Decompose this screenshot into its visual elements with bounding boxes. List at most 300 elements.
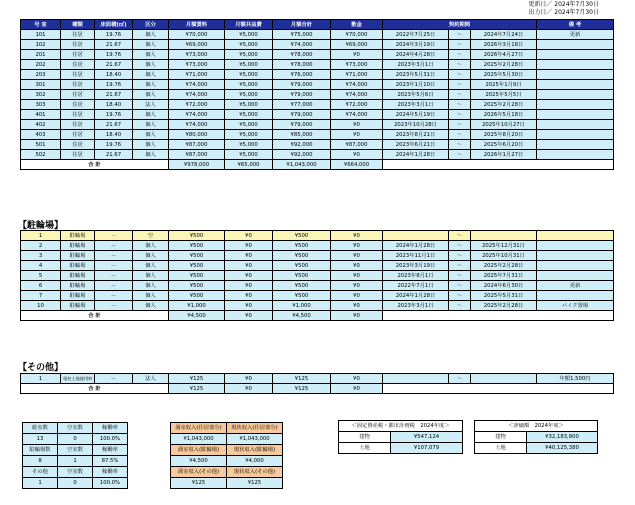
- unit-tilde: ～: [449, 100, 471, 110]
- full-res-label: 満室収入(住居部分): [171, 423, 227, 434]
- parking-table: [20, 230, 614, 321]
- other-room: 1: [21, 374, 61, 384]
- unit-total: ¥79,000: [273, 110, 331, 120]
- unit-notes: [537, 50, 614, 60]
- unit-area: 21.67: [95, 60, 133, 70]
- unit-deposit: ¥74,000: [331, 90, 383, 100]
- unit-common: ¥5,000: [225, 110, 273, 120]
- unit-category: 個人: [133, 110, 169, 120]
- parking-deposit: ¥0: [331, 271, 383, 281]
- unit-rent: ¥72,000: [169, 100, 225, 110]
- col-common-fee: 月額共益費: [225, 20, 273, 30]
- other-total-rent: ¥125: [169, 384, 225, 394]
- parking-rent: ¥500: [169, 251, 225, 261]
- rent-roll-table: [20, 19, 614, 170]
- parking-tilde: ～: [449, 261, 471, 271]
- unit-common: ¥5,000: [225, 100, 273, 110]
- unit-area: 19.76: [95, 80, 133, 90]
- col-notes: 備 考: [537, 20, 614, 30]
- unit-tilde: ～: [449, 110, 471, 120]
- unit-rent: ¥70,000: [169, 30, 225, 40]
- parking-notes: [537, 291, 614, 301]
- parking-room: 6: [21, 281, 61, 291]
- unit-deposit: ¥0: [331, 130, 383, 140]
- col-contract-period: 契約期間: [383, 20, 537, 30]
- parking-type: 駐輪場: [61, 301, 95, 311]
- unit-rent: ¥74,000: [169, 110, 225, 120]
- parking-category: 空: [133, 231, 169, 241]
- cur-other-value: ¥125: [227, 478, 283, 489]
- parking-deposit: ¥0: [331, 241, 383, 251]
- unit-deposit: ¥74,000: [331, 80, 383, 90]
- parking-end: 2025年7月31日: [471, 271, 537, 281]
- unit-total: ¥78,000: [273, 60, 331, 70]
- unit-deposit: ¥73,000: [331, 60, 383, 70]
- occupancy-table: [22, 422, 128, 489]
- unit-total: ¥92,000: [273, 140, 331, 150]
- full-other-label: 満室収入(その他): [171, 467, 227, 478]
- unit-tilde: ～: [449, 90, 471, 100]
- parking-type: 駐輪場: [61, 251, 95, 261]
- unit-area: 19.76: [95, 30, 133, 40]
- col-area: 床面積(㎡): [95, 20, 133, 30]
- parking-rent: ¥1,000: [169, 301, 225, 311]
- parking-room: 1: [21, 231, 61, 241]
- unit-rent: ¥74,000: [169, 90, 225, 100]
- parking-notes: バイク置場: [537, 301, 614, 311]
- occ-other-h-vacant: 空室数: [58, 467, 93, 478]
- unit-category: 個人: [133, 30, 169, 40]
- unit-start: 2023年8月21日: [383, 130, 449, 140]
- parking-deposit: ¥0: [331, 301, 383, 311]
- unit-row: [21, 130, 614, 140]
- parking-tilde: ～: [449, 271, 471, 281]
- unit-rent: ¥80,000: [169, 130, 225, 140]
- parking-area: －: [95, 281, 133, 291]
- parking-rent: ¥500: [169, 271, 225, 281]
- unit-deposit: ¥71,000: [331, 70, 383, 80]
- other-type: 電柱土地使用料: [61, 374, 95, 384]
- other-area: －: [95, 374, 133, 384]
- unit-start: 2023年1月10日: [383, 80, 449, 90]
- parking-start: 2023年3月19日: [383, 261, 449, 271]
- parking-start: [383, 231, 449, 241]
- other-total-blank: [383, 384, 614, 394]
- parking-start: 2023年11月1日: [383, 251, 449, 261]
- parking-room: 7: [21, 291, 61, 301]
- unit-type: 住居: [61, 30, 95, 40]
- unit-row: [21, 100, 614, 110]
- occ-park-vacant: 1: [58, 456, 93, 467]
- unit-common: ¥5,000: [225, 130, 273, 140]
- unit-deposit: ¥87,000: [331, 140, 383, 150]
- parking-tilde: ～: [449, 301, 471, 311]
- unit-end: 2024年7月24日: [471, 30, 537, 40]
- parking-total-blank: [383, 311, 614, 321]
- unit-notes: [537, 130, 614, 140]
- parking-total-row: [21, 311, 614, 321]
- parking-start: 2023年8月1日: [383, 271, 449, 281]
- parking-common: ¥0: [225, 251, 273, 261]
- parking-type: 駐輪場: [61, 241, 95, 251]
- unit-common: ¥5,000: [225, 50, 273, 60]
- parking-notes: [537, 261, 614, 271]
- val-land-label: 土地: [475, 443, 527, 454]
- unit-row: [21, 30, 614, 40]
- total-label: 合 計: [21, 160, 169, 170]
- parking-type: 駐輪場: [61, 281, 95, 291]
- unit-end: 2026年5月18日: [471, 110, 537, 120]
- unit-area: 21.67: [95, 90, 133, 100]
- unit-notes: [537, 120, 614, 130]
- unit-category: 個人: [133, 150, 169, 160]
- parking-row: [21, 251, 614, 261]
- parking-room: 5: [21, 271, 61, 281]
- income-table: [170, 422, 283, 489]
- unit-row: [21, 60, 614, 70]
- unit-tilde: ～: [449, 60, 471, 70]
- parking-section-title: 【駐輪場】: [18, 221, 64, 231]
- occ-rate: 100.0%: [93, 434, 128, 445]
- tax-land-value: ¥107,079: [391, 443, 463, 454]
- unit-total: ¥85,000: [273, 130, 331, 140]
- other-rent: ¥125: [169, 374, 225, 384]
- parking-tilde: ～: [449, 231, 471, 241]
- parking-row: [21, 291, 614, 301]
- header-dates: [528, 1, 599, 17]
- other-table: [20, 373, 614, 394]
- tax-building-label: 建物: [339, 432, 391, 443]
- unit-area: 19.76: [95, 50, 133, 60]
- parking-notes: [537, 241, 614, 251]
- other-start: [383, 374, 449, 384]
- unit-rent: ¥74,000: [169, 80, 225, 90]
- unit-category: 個人: [133, 140, 169, 150]
- unit-end: 2026年4月27日: [471, 50, 537, 60]
- unit-room: 102: [21, 40, 61, 50]
- parking-category: 個人: [133, 241, 169, 251]
- parking-tilde: ～: [449, 251, 471, 261]
- parking-common: ¥0: [225, 231, 273, 241]
- unit-start: 2024年4月28日: [383, 50, 449, 60]
- occ-park-h-total: 駐輪場数: [23, 445, 58, 456]
- unit-area: 18.40: [95, 100, 133, 110]
- unit-start: 2024年1月28日: [383, 150, 449, 160]
- unit-type: 住居: [61, 60, 95, 70]
- unit-notes: [537, 140, 614, 150]
- parking-row: [21, 231, 614, 241]
- parking-deposit: ¥0: [331, 251, 383, 261]
- other-total-label: 合 計: [21, 384, 169, 394]
- parking-total-deposit: ¥0: [331, 311, 383, 321]
- unit-type: 住居: [61, 50, 95, 60]
- unit-end: 2025年1月9日: [471, 80, 537, 90]
- other-notes: 年額1,500円: [537, 374, 614, 384]
- unit-notes: [537, 60, 614, 70]
- parking-end: 2025年5月31日: [471, 291, 537, 301]
- unit-tilde: ～: [449, 70, 471, 80]
- parking-type: 駐輪場: [61, 231, 95, 241]
- parking-start: 2022年7月1日: [383, 281, 449, 291]
- unit-end: 2025年2月28日: [471, 60, 537, 70]
- parking-deposit: ¥0: [331, 261, 383, 271]
- unit-tilde: ～: [449, 30, 471, 40]
- occ-vacant: 0: [58, 434, 93, 445]
- unit-type: 住居: [61, 120, 95, 130]
- unit-room: 402: [21, 120, 61, 130]
- parking-common: ¥0: [225, 301, 273, 311]
- total-sum: ¥1,043,000: [273, 160, 331, 170]
- unit-area: 19.76: [95, 110, 133, 120]
- parking-category: 個人: [133, 271, 169, 281]
- parking-rent: ¥500: [169, 241, 225, 251]
- other-category: 法人: [133, 374, 169, 384]
- cur-res-label: 現状収入(住居部分): [227, 423, 283, 434]
- unit-end: 2026年3月18日: [471, 40, 537, 50]
- unit-area: 19.76: [95, 140, 133, 150]
- unit-room: 403: [21, 130, 61, 140]
- parking-category: 個人: [133, 291, 169, 301]
- other-tilde: ～: [449, 374, 471, 384]
- unit-row: [21, 40, 614, 50]
- parking-row: [21, 281, 614, 291]
- unit-category: 個人: [133, 60, 169, 70]
- full-res-value: ¥1,043,000: [171, 434, 227, 445]
- parking-start: 2023年3月1日: [383, 301, 449, 311]
- unit-rent: ¥73,000: [169, 60, 225, 70]
- unit-start: 2023年3月1日: [383, 60, 449, 70]
- unit-rent: ¥74,000: [169, 120, 225, 130]
- unit-rent: ¥71,000: [169, 70, 225, 80]
- occ-other-vacant: 0: [58, 478, 93, 489]
- unit-type: 住居: [61, 90, 95, 100]
- unit-row: [21, 140, 614, 150]
- parking-notes: [537, 231, 614, 241]
- unit-total: ¥74,000: [273, 40, 331, 50]
- unit-notes: [537, 70, 614, 80]
- parking-end: [471, 231, 537, 241]
- unit-common: ¥5,000: [225, 120, 273, 130]
- unit-common: ¥5,000: [225, 70, 273, 80]
- printed-date: 出力日／ 2024年7月30日: [528, 9, 599, 16]
- total-rent: ¥978,000: [169, 160, 225, 170]
- full-park-value: ¥4,500: [171, 456, 227, 467]
- full-park-label: 満室収入(駐輪場): [171, 445, 227, 456]
- parking-total: ¥500: [273, 251, 331, 261]
- unit-row: [21, 70, 614, 80]
- unit-row: [21, 120, 614, 130]
- unit-type: 住居: [61, 40, 95, 50]
- col-category: 区分: [133, 20, 169, 30]
- unit-common: ¥5,000: [225, 140, 273, 150]
- unit-notes: [537, 80, 614, 90]
- parking-category: 個人: [133, 251, 169, 261]
- occ-other-h-total: その他: [23, 467, 58, 478]
- unit-row: [21, 80, 614, 90]
- unit-tilde: ～: [449, 140, 471, 150]
- col-rent: 月額賃料: [169, 20, 225, 30]
- unit-type: 住居: [61, 130, 95, 140]
- unit-tilde: ～: [449, 80, 471, 90]
- unit-common: ¥5,000: [225, 90, 273, 100]
- parking-tilde: ～: [449, 281, 471, 291]
- cur-park-value: ¥4,000: [227, 456, 283, 467]
- unit-rent: ¥87,000: [169, 140, 225, 150]
- unit-category: 法人: [133, 100, 169, 110]
- unit-deposit: ¥0: [331, 120, 383, 130]
- unit-tilde: ～: [449, 120, 471, 130]
- unit-area: 18.40: [95, 130, 133, 140]
- unit-deposit: ¥69,000: [331, 40, 383, 50]
- parking-area: －: [95, 301, 133, 311]
- parking-category: 個人: [133, 261, 169, 271]
- unit-start: 2023年5月31日: [383, 70, 449, 80]
- updated-date: 更新日／ 2024年7月30日: [528, 1, 599, 8]
- parking-tilde: ～: [449, 291, 471, 301]
- parking-start: 2024年1月28日: [383, 241, 449, 251]
- cur-other-label: 現状収入(その他): [227, 467, 283, 478]
- unit-common: ¥5,000: [225, 40, 273, 50]
- unit-notes: [537, 90, 614, 100]
- parking-area: －: [95, 271, 133, 281]
- parking-category: 個人: [133, 301, 169, 311]
- total-blank: [383, 160, 614, 170]
- unit-notes: [537, 40, 614, 50]
- table-header-row: [21, 20, 614, 30]
- total-common: ¥65,000: [225, 160, 273, 170]
- parking-total: ¥500: [273, 241, 331, 251]
- unit-start: 2022年7月25日: [383, 30, 449, 40]
- val-building-value: ¥32,183,800: [527, 432, 598, 443]
- parking-area: －: [95, 251, 133, 261]
- parking-end: 2025年2月28日: [471, 261, 537, 271]
- parking-area: －: [95, 261, 133, 271]
- parking-total: ¥500: [273, 291, 331, 301]
- parking-notes: [537, 251, 614, 261]
- occ-other-total: 1: [23, 478, 58, 489]
- unit-total: ¥79,000: [273, 80, 331, 90]
- occ-park-total: 8: [23, 456, 58, 467]
- parking-notes: 更新: [537, 281, 614, 291]
- parking-row: [21, 301, 614, 311]
- unit-notes: [537, 100, 614, 110]
- parking-end: 2025年12月31日: [471, 241, 537, 251]
- parking-type: 駐輪場: [61, 291, 95, 301]
- unit-common: ¥5,000: [225, 30, 273, 40]
- parking-end: 2024年6月30日: [471, 281, 537, 291]
- unit-rent: ¥69,000: [169, 40, 225, 50]
- col-monthly-total: 月額合計: [273, 20, 331, 30]
- unit-row: [21, 150, 614, 160]
- unit-room: 501: [21, 140, 61, 150]
- unit-total: ¥77,000: [273, 100, 331, 110]
- parking-common: ¥0: [225, 281, 273, 291]
- occ-park-h-vacant: 空室数: [58, 445, 93, 456]
- parking-room: 10: [21, 301, 61, 311]
- unit-notes: 更新: [537, 30, 614, 40]
- unit-notes: [537, 110, 614, 120]
- unit-total: ¥78,000: [273, 50, 331, 60]
- parking-notes: [537, 271, 614, 281]
- parking-total-common: ¥0: [225, 311, 273, 321]
- col-type: 種類: [61, 20, 95, 30]
- unit-area: 18.40: [95, 70, 133, 80]
- unit-rent: ¥87,000: [169, 150, 225, 160]
- parking-category: 個人: [133, 281, 169, 291]
- other-total-sum: ¥125: [273, 384, 331, 394]
- parking-total-label: 合 計: [21, 311, 169, 321]
- parking-start: 2024年1月28日: [383, 291, 449, 301]
- unit-type: 住居: [61, 110, 95, 120]
- unit-start: 2024年5月19日: [383, 110, 449, 120]
- parking-room: 4: [21, 261, 61, 271]
- unit-start: 2023年6月21日: [383, 140, 449, 150]
- unit-end: 2025年2月28日: [471, 100, 537, 110]
- unit-total: ¥75,000: [273, 30, 331, 40]
- parking-total: ¥500: [273, 231, 331, 241]
- val-land-value: ¥40,125,380: [527, 443, 598, 454]
- parking-deposit: ¥0: [331, 231, 383, 241]
- parking-total: ¥500: [273, 261, 331, 271]
- unit-category: 個人: [133, 90, 169, 100]
- occ-park-rate: 87.5%: [93, 456, 128, 467]
- parking-total-rent: ¥4,500: [169, 311, 225, 321]
- unit-total: ¥79,000: [273, 120, 331, 130]
- parking-row: [21, 241, 614, 251]
- unit-room: 302: [21, 90, 61, 100]
- parking-type: 駐輪場: [61, 271, 95, 281]
- parking-rent: ¥500: [169, 291, 225, 301]
- unit-category: 個人: [133, 120, 169, 130]
- unit-room: 101: [21, 30, 61, 40]
- parking-end: 2025年10月31日: [471, 251, 537, 261]
- other-total-deposit: ¥0: [331, 384, 383, 394]
- occ-h-vacant: 空室数: [58, 423, 93, 434]
- unit-type: 住居: [61, 140, 95, 150]
- other-section-title: 【その他】: [18, 363, 64, 373]
- parking-deposit: ¥0: [331, 281, 383, 291]
- unit-row: [21, 110, 614, 120]
- property-tax-table: [338, 420, 463, 454]
- unit-type: 住居: [61, 80, 95, 90]
- parking-tilde: ～: [449, 241, 471, 251]
- unit-end: 2025年6月20日: [471, 140, 537, 150]
- parking-end: 2025年2月28日: [471, 301, 537, 311]
- unit-tilde: ～: [449, 50, 471, 60]
- unit-end: 2025年10月27日: [471, 120, 537, 130]
- parking-total: ¥500: [273, 281, 331, 291]
- occ-total: 13: [23, 434, 58, 445]
- unit-category: 個人: [133, 50, 169, 60]
- unit-area: 21.67: [95, 40, 133, 50]
- unit-room: 401: [21, 110, 61, 120]
- unit-category: 個人: [133, 130, 169, 140]
- unit-room: 201: [21, 50, 61, 60]
- unit-category: 個人: [133, 40, 169, 50]
- unit-common: ¥5,000: [225, 60, 273, 70]
- parking-area: －: [95, 241, 133, 251]
- unit-common: ¥5,000: [225, 150, 273, 160]
- parking-common: ¥0: [225, 241, 273, 251]
- unit-area: 21.67: [95, 150, 133, 160]
- occ-other-h-rate: 稼働率: [93, 467, 128, 478]
- unit-start: 2023年10月28日: [383, 120, 449, 130]
- unit-total: ¥76,000: [273, 70, 331, 80]
- other-row: [21, 374, 614, 384]
- tax-building-value: ¥547,124: [391, 432, 463, 443]
- property-tax-title: ＜固定資産税・都市計画税 2024年度＞: [339, 421, 463, 432]
- unit-rent: ¥73,000: [169, 50, 225, 60]
